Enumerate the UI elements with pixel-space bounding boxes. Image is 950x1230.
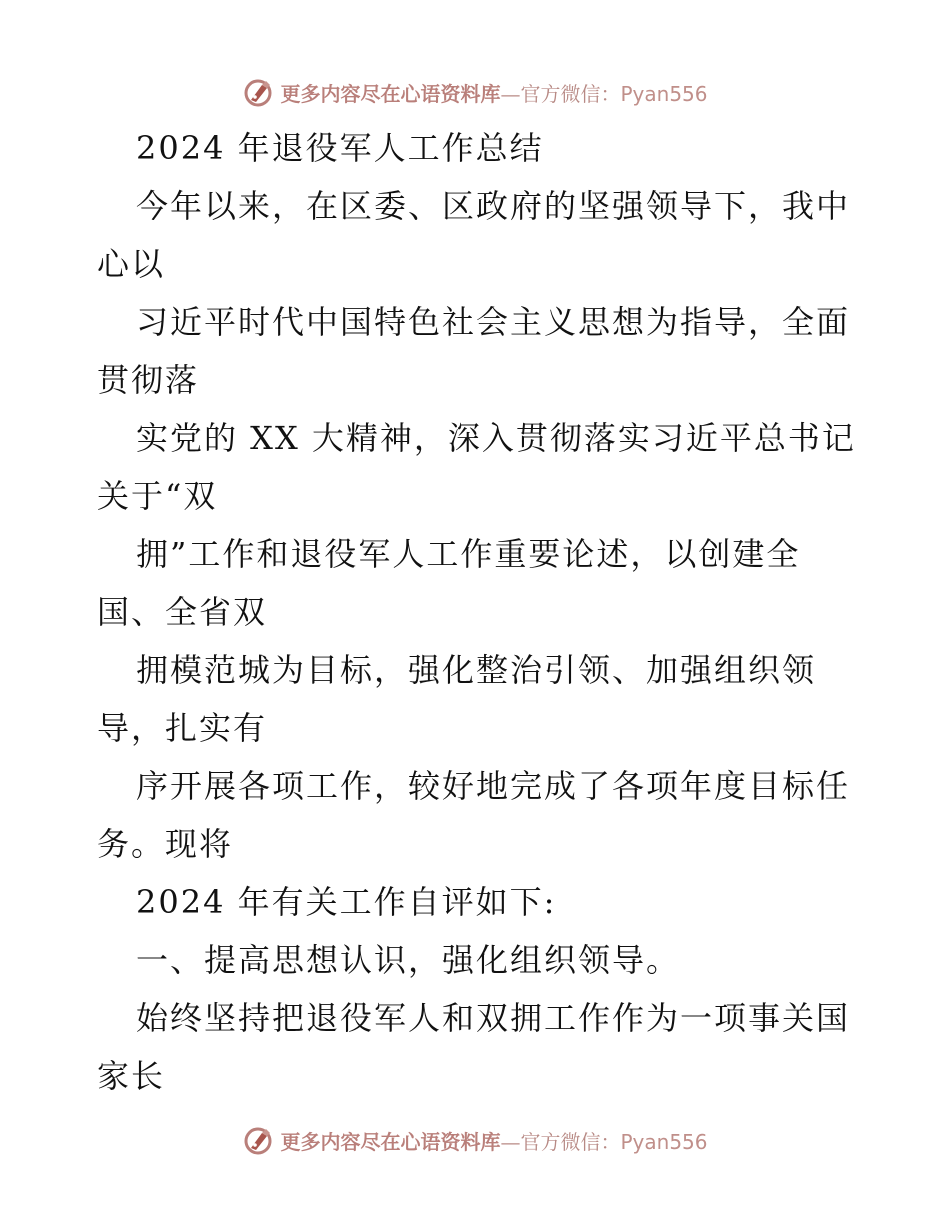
paragraph-line: 贯彻落 <box>97 361 200 399</box>
paragraph-line: 关于“双 <box>97 477 218 515</box>
paragraph-line: 国、全省双 <box>97 593 268 631</box>
paragraph-line: 始终坚持把退役军人和双拥工作作为一项事关国 <box>136 999 851 1037</box>
pen-nib-logo-icon <box>242 1124 274 1156</box>
watermark-handle: Pyan556 <box>620 81 708 106</box>
paragraph-line: 家长 <box>97 1057 166 1095</box>
paragraph-line: 2024 年有关工作自评如下: <box>136 883 557 921</box>
paragraph-line: 实党的 XX 大精神，深入贯彻落实习近平总书记 <box>136 419 856 457</box>
watermark-label: 官方微信： <box>520 1129 621 1154</box>
paragraph-line: 拥”工作和退役军人工作重要论述，以创建全 <box>136 535 801 573</box>
watermark-main: 更多内容尽在心语资料库 <box>280 1129 501 1154</box>
paragraph-line: 今年以来，在区委、区政府的坚强领导下，我中 <box>136 187 851 225</box>
paragraph-line: 拥模范城为目标，强化整治引领、加强组织领 <box>136 651 817 689</box>
footer-watermark <box>0 1120 950 1160</box>
paragraph-line: 序开展各项工作，较好地完成了各项年度目标任 <box>136 767 851 805</box>
document-title: 2024 年退役军人工作总结 <box>136 129 544 167</box>
watermark-text <box>280 78 707 107</box>
watermark-dash: — <box>500 81 521 106</box>
section-heading: 一、提高思想认识，强化组织领导。 <box>136 941 681 979</box>
paragraph-line: 务。现将 <box>97 825 234 863</box>
watermark-dash: — <box>500 1129 521 1154</box>
paragraph-line: 习近平时代中国特色社会主义思想为指导，全面 <box>136 303 851 341</box>
paragraph-line: 导，扎实有 <box>97 709 268 747</box>
watermark-handle: Pyan556 <box>620 1129 708 1154</box>
watermark-label: 官方微信： <box>520 81 621 106</box>
header-watermark <box>0 72 950 112</box>
watermark-text <box>280 1126 707 1155</box>
pen-nib-logo-icon <box>242 76 274 108</box>
watermark-main: 更多内容尽在心语资料库 <box>280 81 501 106</box>
paragraph-line: 心以 <box>97 245 166 283</box>
